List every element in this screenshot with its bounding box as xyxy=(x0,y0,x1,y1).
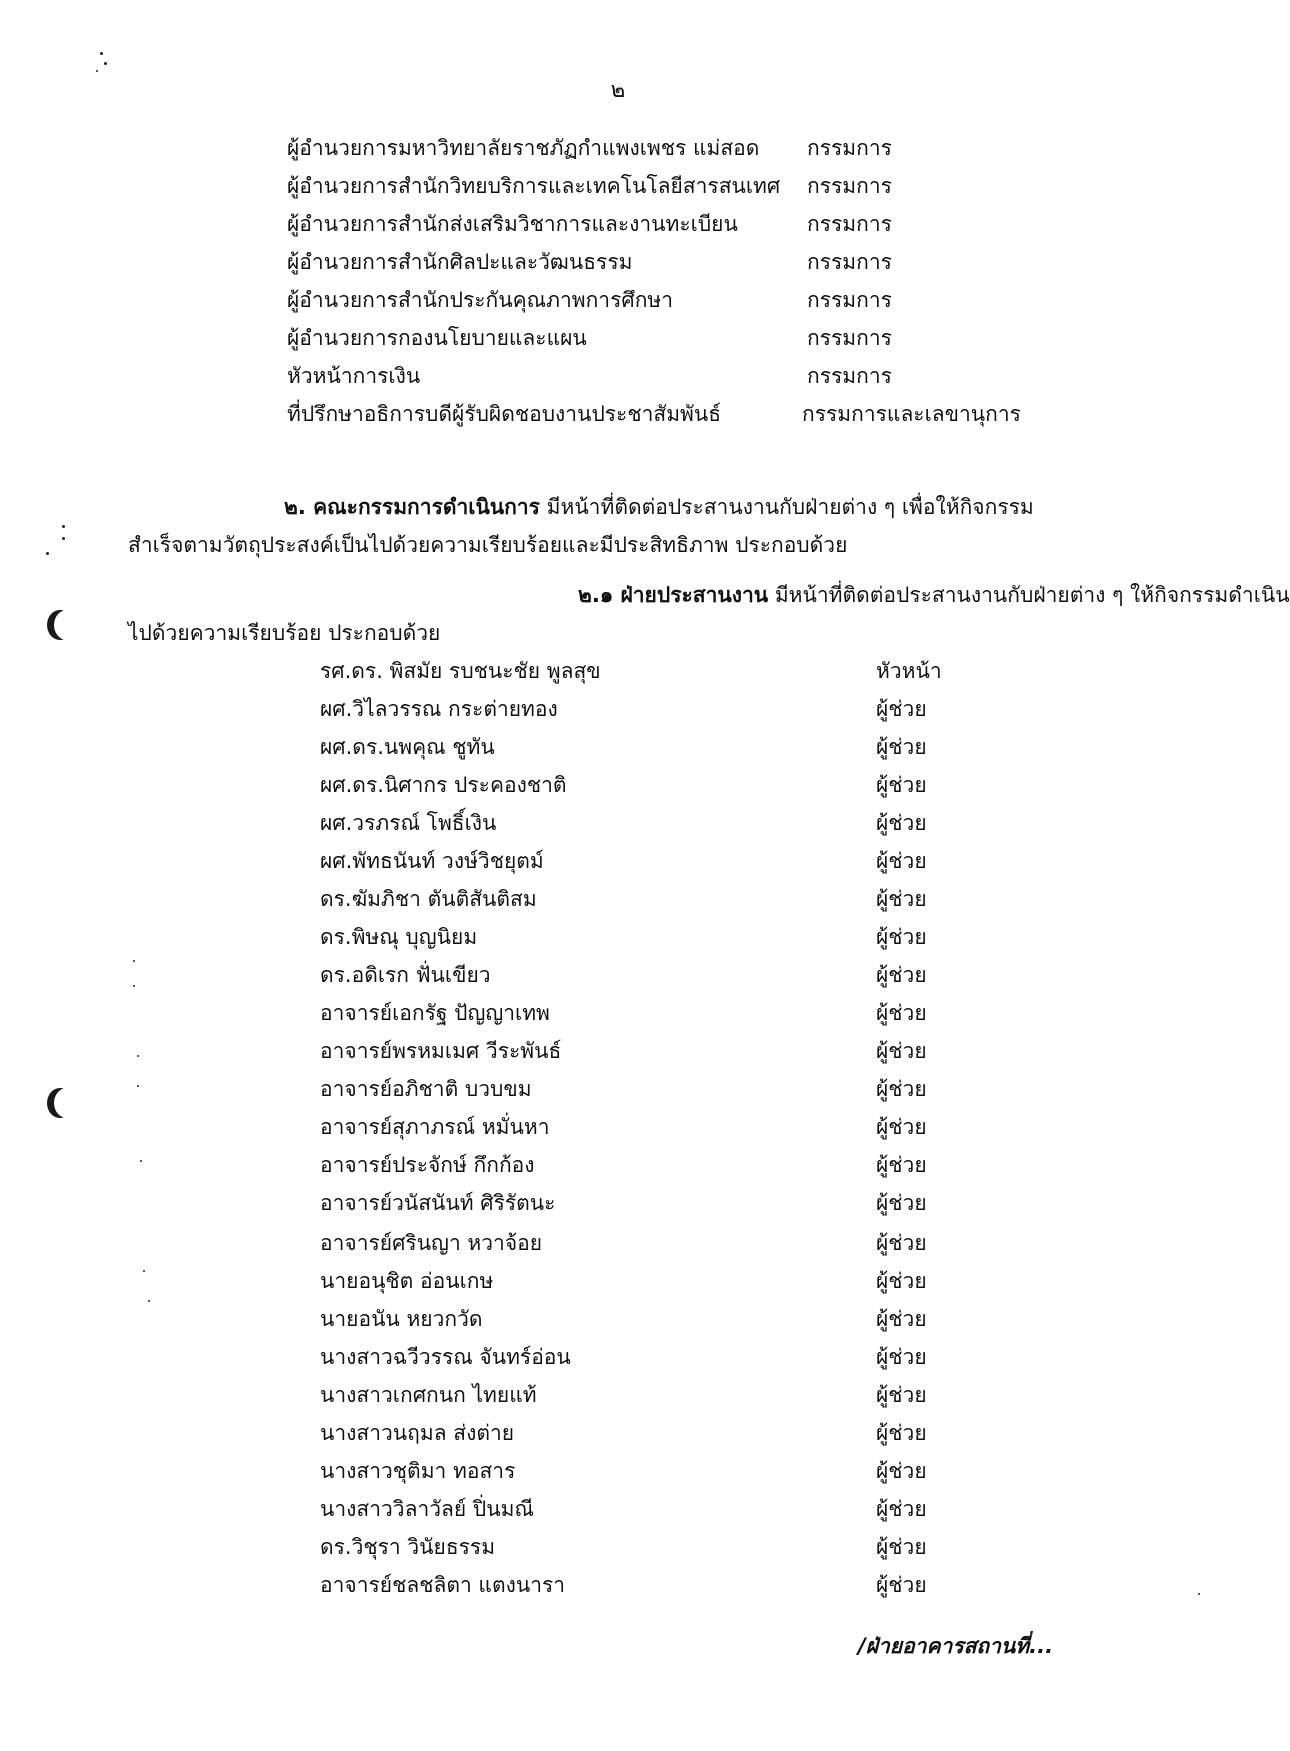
scan-speck xyxy=(133,985,135,987)
member-role: ผู้ช่วย xyxy=(876,1307,927,1331)
member-role: ผู้ช่วย xyxy=(876,1115,927,1139)
scan-speck xyxy=(96,70,98,72)
member-role: ผู้ช่วย xyxy=(876,1039,927,1063)
section-2-1-line-2: ไปด้วยความเรียบร้อย ประกอบด้วย xyxy=(128,621,441,645)
member-role: กรรมการ xyxy=(807,288,892,312)
continuation-note: /ฝ่ายอาคารสถานที่... xyxy=(858,1634,1054,1658)
member-name: ผศ.พัทธนันท์ วงษ์วิชยุตม์ xyxy=(320,849,544,873)
member-name: ผศ.วรภรณ์ โพธิ์เงิน xyxy=(320,811,497,835)
committee-row xyxy=(287,169,1007,203)
section-2-text: มีหน้าที่ติดต่อประสานงานกับฝ่ายต่าง ๆ เพื่อให้กิจกรรม xyxy=(546,495,1034,519)
member-row xyxy=(320,768,940,802)
section-2-heading: ๒. คณะกรรมการดำเนินการ xyxy=(284,495,540,519)
scan-speck xyxy=(137,1085,139,1087)
scan-speck xyxy=(148,1300,150,1302)
member-role: กรรมการ xyxy=(807,364,892,388)
member-row xyxy=(320,1340,940,1374)
scan-speck xyxy=(62,537,65,540)
member-role: กรรมการ xyxy=(807,136,892,160)
punch-hole-shadow xyxy=(54,1088,80,1118)
member-role: ผู้ช่วย xyxy=(876,1421,927,1445)
member-name: ดร.อดิเรก ฟั่นเขียว xyxy=(320,963,491,987)
member-name: อาจารย์ศรินญา หวาจ้อย xyxy=(320,1231,543,1255)
member-row xyxy=(320,1034,940,1068)
member-name: อาจารย์เอกรัฐ ปัญญาเทพ xyxy=(320,1001,550,1025)
member-row xyxy=(320,1568,940,1602)
section-2-line-1 xyxy=(284,490,1034,524)
member-name: นายอนุชิต อ่อนเกษ xyxy=(320,1269,494,1293)
member-role: ผู้ช่วย xyxy=(876,811,927,835)
member-role: ผู้ช่วย xyxy=(876,1001,927,1025)
member-row xyxy=(320,1148,940,1182)
member-role: ผู้ช่วย xyxy=(876,1153,927,1177)
committee-row xyxy=(287,359,1007,393)
member-row xyxy=(320,1110,940,1144)
scan-speck xyxy=(137,1055,139,1057)
section-2-line-2: สำเร็จตามวัตถุประสงค์เป็นไปด้วยความเรียบร้อยและมีประสิทธิภาพ ประกอบด้วย xyxy=(128,533,848,557)
member-name: อาจารย์ประจักษ์ กึกก้อง xyxy=(320,1153,535,1177)
member-name: นางสาวฉวีวรรณ จันทร์อ่อน xyxy=(320,1345,571,1369)
member-name: อาจารย์อภิชาติ บวบขม xyxy=(320,1077,532,1101)
committee-row xyxy=(287,397,1021,431)
member-row xyxy=(320,730,940,764)
member-row xyxy=(320,920,940,954)
member-row xyxy=(320,1302,940,1336)
committee-row xyxy=(287,321,1007,355)
member-row xyxy=(320,1416,940,1450)
page-number: ๒ xyxy=(610,78,626,103)
member-row xyxy=(320,882,940,916)
member-name: นางสาวนฤมล ส่งต่าย xyxy=(320,1421,515,1445)
member-row xyxy=(320,1186,940,1220)
member-role: กรรมการ xyxy=(807,326,892,350)
member-role: ผู้ช่วย xyxy=(876,1345,927,1369)
member-row xyxy=(320,844,940,878)
member-name: อาจารย์ชลชลิตา แตงนารา xyxy=(320,1573,566,1597)
section-2-1-text: มีหน้าที่ติดต่อประสานงานกับฝ่ายต่าง ๆ ให้กิจกรรมดำเนิน xyxy=(774,583,1290,607)
member-role: ผู้ช่วย xyxy=(876,849,927,873)
scan-speck xyxy=(104,62,107,65)
member-role: ผู้ช่วย xyxy=(876,697,927,721)
member-row xyxy=(320,654,940,688)
scan-speck xyxy=(100,52,103,55)
member-role: ผู้ช่วย xyxy=(876,1269,927,1293)
member-row xyxy=(320,1072,940,1106)
member-role: ผู้ช่วย xyxy=(876,887,927,911)
section-2-1-line-1 xyxy=(578,578,1290,612)
member-row xyxy=(320,692,940,726)
member-row xyxy=(320,1226,940,1260)
member-name: อาจารย์สุภาภรณ์ หมั่นหา xyxy=(320,1115,550,1139)
member-name: นางสาวชุติมา ทอสาร xyxy=(320,1459,516,1483)
member-position: ผู้อำนวยการสำนักศิลปะและวัฒนธรรม xyxy=(287,250,633,274)
member-role: ผู้ช่วย xyxy=(876,1383,927,1407)
committee-row xyxy=(287,245,1007,279)
member-role: หัวหน้า xyxy=(876,659,942,683)
member-row xyxy=(320,958,940,992)
member-position: ผู้อำนวยการกองนโยบายและแผน xyxy=(287,326,587,350)
scan-speck xyxy=(1198,1593,1200,1595)
scan-speck xyxy=(140,1160,142,1162)
member-name: ดร.วิชุรา วินัยธรรม xyxy=(320,1535,496,1559)
member-role: ผู้ช่วย xyxy=(876,1459,927,1483)
scan-speck xyxy=(143,1270,145,1272)
member-role: ผู้ช่วย xyxy=(876,1573,927,1597)
member-role: กรรมการ xyxy=(807,174,892,198)
committee-row xyxy=(287,283,1007,317)
member-position: หัวหน้าการเงิน xyxy=(287,364,421,388)
member-row xyxy=(320,1492,940,1526)
member-role: กรรมการ xyxy=(807,250,892,274)
member-role: ผู้ช่วย xyxy=(876,773,927,797)
member-name: ผศ.ดร.นิศากร ประคองชาติ xyxy=(320,773,567,797)
member-position: ผู้อำนวยการมหาวิทยาลัยราชภัฏกำแพงเพชร แม่สอด xyxy=(287,136,760,160)
member-row xyxy=(320,1454,940,1488)
member-role: ผู้ช่วย xyxy=(876,1535,927,1559)
member-position: ผู้อำนวยการสำนักประกันคุณภาพการศึกษา xyxy=(287,288,674,312)
member-name: ผศ.วิไลวรรณ กระต่ายทอง xyxy=(320,697,558,721)
scan-speck xyxy=(62,525,65,528)
member-name: นางสาวเกศกนก ไทยแท้ xyxy=(320,1383,537,1407)
member-position: ผู้อำนวยการสำนักวิทยบริการและเทคโนโลยีสารสนเทศ xyxy=(287,174,781,198)
member-role: ผู้ช่วย xyxy=(876,1191,927,1215)
committee-row xyxy=(287,207,1007,241)
member-role: ผู้ช่วย xyxy=(876,925,927,949)
member-row xyxy=(320,806,940,840)
member-role: กรรมการ xyxy=(807,212,892,236)
member-name: ดร.พิษณุ บุญนิยม xyxy=(320,925,478,949)
section-2-1-heading: ๒.๑ ฝ่ายประสานงาน xyxy=(578,583,769,607)
member-position: ที่ปรึกษาอธิการบดีผู้รับผิดชอบงานประชาสัมพันธ์ xyxy=(287,402,722,426)
member-name: อาจารย์พรหมเมศ วีระพันธ์ xyxy=(320,1039,562,1063)
member-row xyxy=(320,1378,940,1412)
member-role: ผู้ช่วย xyxy=(876,1231,927,1255)
member-role: ผู้ช่วย xyxy=(876,963,927,987)
member-name: นางสาววิลาวัลย์ ปิ่นมณี xyxy=(320,1497,534,1521)
committee-row xyxy=(287,131,1007,165)
member-role: ผู้ช่วย xyxy=(876,735,927,759)
scan-speck xyxy=(133,960,135,962)
member-name: รศ.ดร. พิสมัย รบชนะชัย พูลสุข xyxy=(320,659,601,683)
member-name: ผศ.ดร.นพคุณ ชูทัน xyxy=(320,735,495,759)
punch-hole-shadow xyxy=(54,610,80,640)
scan-speck xyxy=(46,552,49,555)
member-role: กรรมการและเลขานุการ xyxy=(802,402,1021,426)
member-name: อาจารย์วนัสนันท์ ศิริรัตนะ xyxy=(320,1191,556,1215)
member-role: ผู้ช่วย xyxy=(876,1077,927,1101)
member-name: ดร.ฆัมภิชา ตันติสันติสม xyxy=(320,887,537,911)
member-name: นายอนัน หยวกวัด xyxy=(320,1307,483,1331)
member-position: ผู้อำนวยการสำนักส่งเสริมวิชาการและงานทะเบียน xyxy=(287,212,738,236)
member-role: ผู้ช่วย xyxy=(876,1497,927,1521)
member-row xyxy=(320,996,940,1030)
member-row xyxy=(320,1264,940,1298)
member-row xyxy=(320,1530,940,1564)
